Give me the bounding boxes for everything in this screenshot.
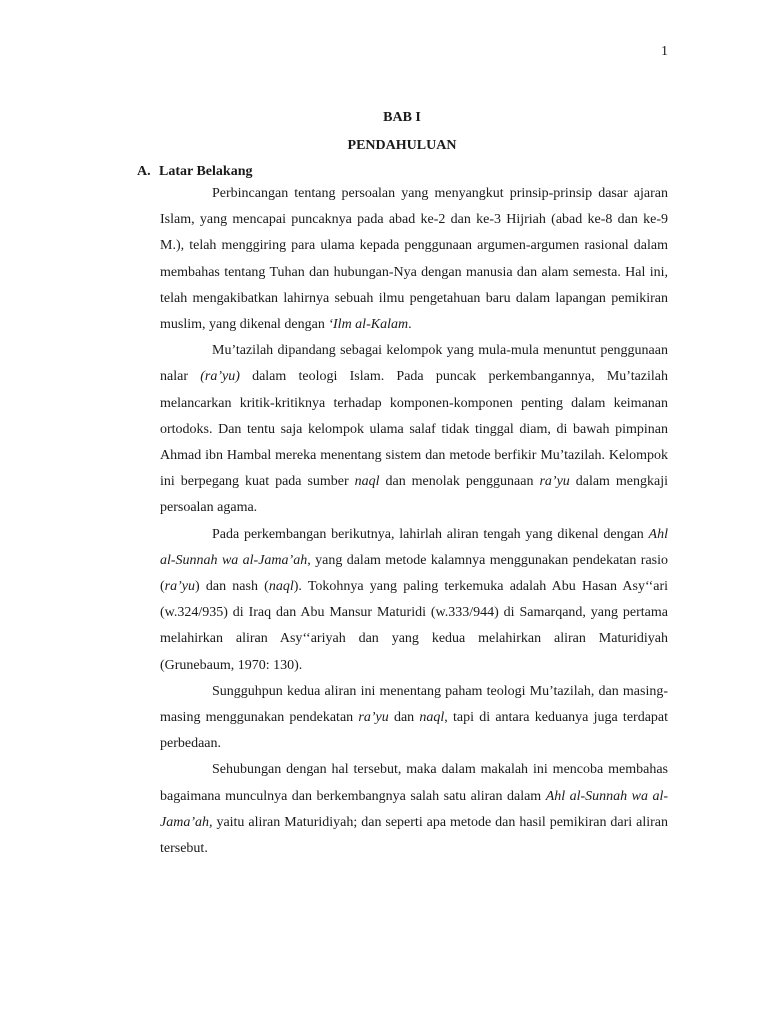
text-run: Mu’tazilah dipandang sebagai kelompok yang mula-mula menuntut penggunaan nalar [160, 343, 668, 385]
paragraph [160, 181, 668, 338]
italic-term: Ahl al-Sunnah wa al-Jama’ah, [160, 788, 669, 830]
italic-term: ‘Ilm al-Kalam [328, 317, 409, 333]
italic-term: (ra’yu) [200, 369, 240, 385]
text-run: dalam teologi Islam. Pada puncak perkembangannya, Mu’tazilah melancarkan kritik-kritiknya terhadap komponen-komponen penting dalam keimanan ortodoks. Dan tentu saja kelompok ulama salaf tidak tinggal diam, di bawah pimpinan Ahmad ibn Hambal mereka menentang sistem dan metode berfikir Mu’tazilah. Kelompok ini berpegang kuat pada sumber [160, 369, 669, 490]
paragraph [160, 679, 668, 758]
page-number: 1 [661, 44, 668, 59]
paragraph [160, 338, 668, 521]
italic-term: Ahl al-Sunnah wa al-Jama’ah [160, 526, 668, 568]
text-run: , tapi di antara keduanya juga terdapat perbedaan. [160, 710, 669, 752]
chapter-label: BAB I [383, 110, 421, 125]
paragraph [160, 522, 668, 679]
section-heading [137, 162, 252, 182]
italic-term: naql [354, 474, 380, 490]
text-run: . [408, 317, 412, 333]
text-run: Pada perkembangan berikutnya, lahirlah aliran tengah yang dikenal dengan [212, 526, 649, 542]
text-run: Perbincangan tentang persoalan yang menyangkut prinsip-prinsip dasar ajaran Islam, yang mencapai puncaknya pada abad ke-2 dan ke-3 Hijriah (abad ke-8 dan ke-9 M.), telah menggiring para ulama kepada penggunaan argumen-argumen rasional dalam membahas tentang Tuhan dan hubungan-Nya dengan manusia dan alam semesta. Hal ini, telah mengakibatkan lahirnya sebuah ilmu pengetahuan baru dalam lapangan pemikiran muslim, yang dikenal dengan [160, 186, 668, 333]
italic-term: naql [268, 579, 294, 595]
chapter-title: PENDAHULUAN [347, 138, 457, 153]
section-letter: A. [137, 164, 151, 179]
text-run: dalam mengkaji persoalan agama. [160, 474, 669, 516]
italic-term: ra’yu [539, 474, 570, 490]
text-run: Sungguhpun kedua aliran ini menentang paham teologi Mu’tazilah, dan masing-masing menggunakan pendekatan [160, 683, 668, 726]
paragraph [160, 757, 668, 862]
text-run: Sehubungan dengan hal tersebut, maka dalam makalah ini mencoba membahas bagaimana munculnya dan berkembangnya salah satu aliran dalam [160, 762, 668, 804]
text-run: , yang dalam metode kalamnya menggunakan pendekatan rasio ( [160, 552, 668, 595]
section-title: Latar Belakang [159, 164, 253, 179]
text-run: ). Tokohnya yang paling terkemuka adalah Abu Hasan Asy‘‘ari (w.324/935) di Iraq dan Abu Mansur Maturidi (w.333/944) di Samarqand, yang pertama melahirkan aliran Asy‘‘ariyah dan yang kedua melahirkan aliran Maturidiyah (Grunebaum, 1970: 130). [160, 579, 668, 673]
italic-term: ra’yu [358, 710, 389, 726]
body-text [160, 181, 668, 862]
text-run: dan menolak penggunaan [379, 474, 540, 490]
text-run: dan [388, 710, 420, 726]
italic-term: naql [419, 710, 445, 726]
text-run: ) dan nash ( [195, 579, 269, 595]
italic-term: ra’yu [164, 579, 195, 595]
text-run: yaitu aliran Maturidiyah; dan seperti apa metode dan hasil pemikiran dari aliran tersebut. [160, 814, 668, 857]
